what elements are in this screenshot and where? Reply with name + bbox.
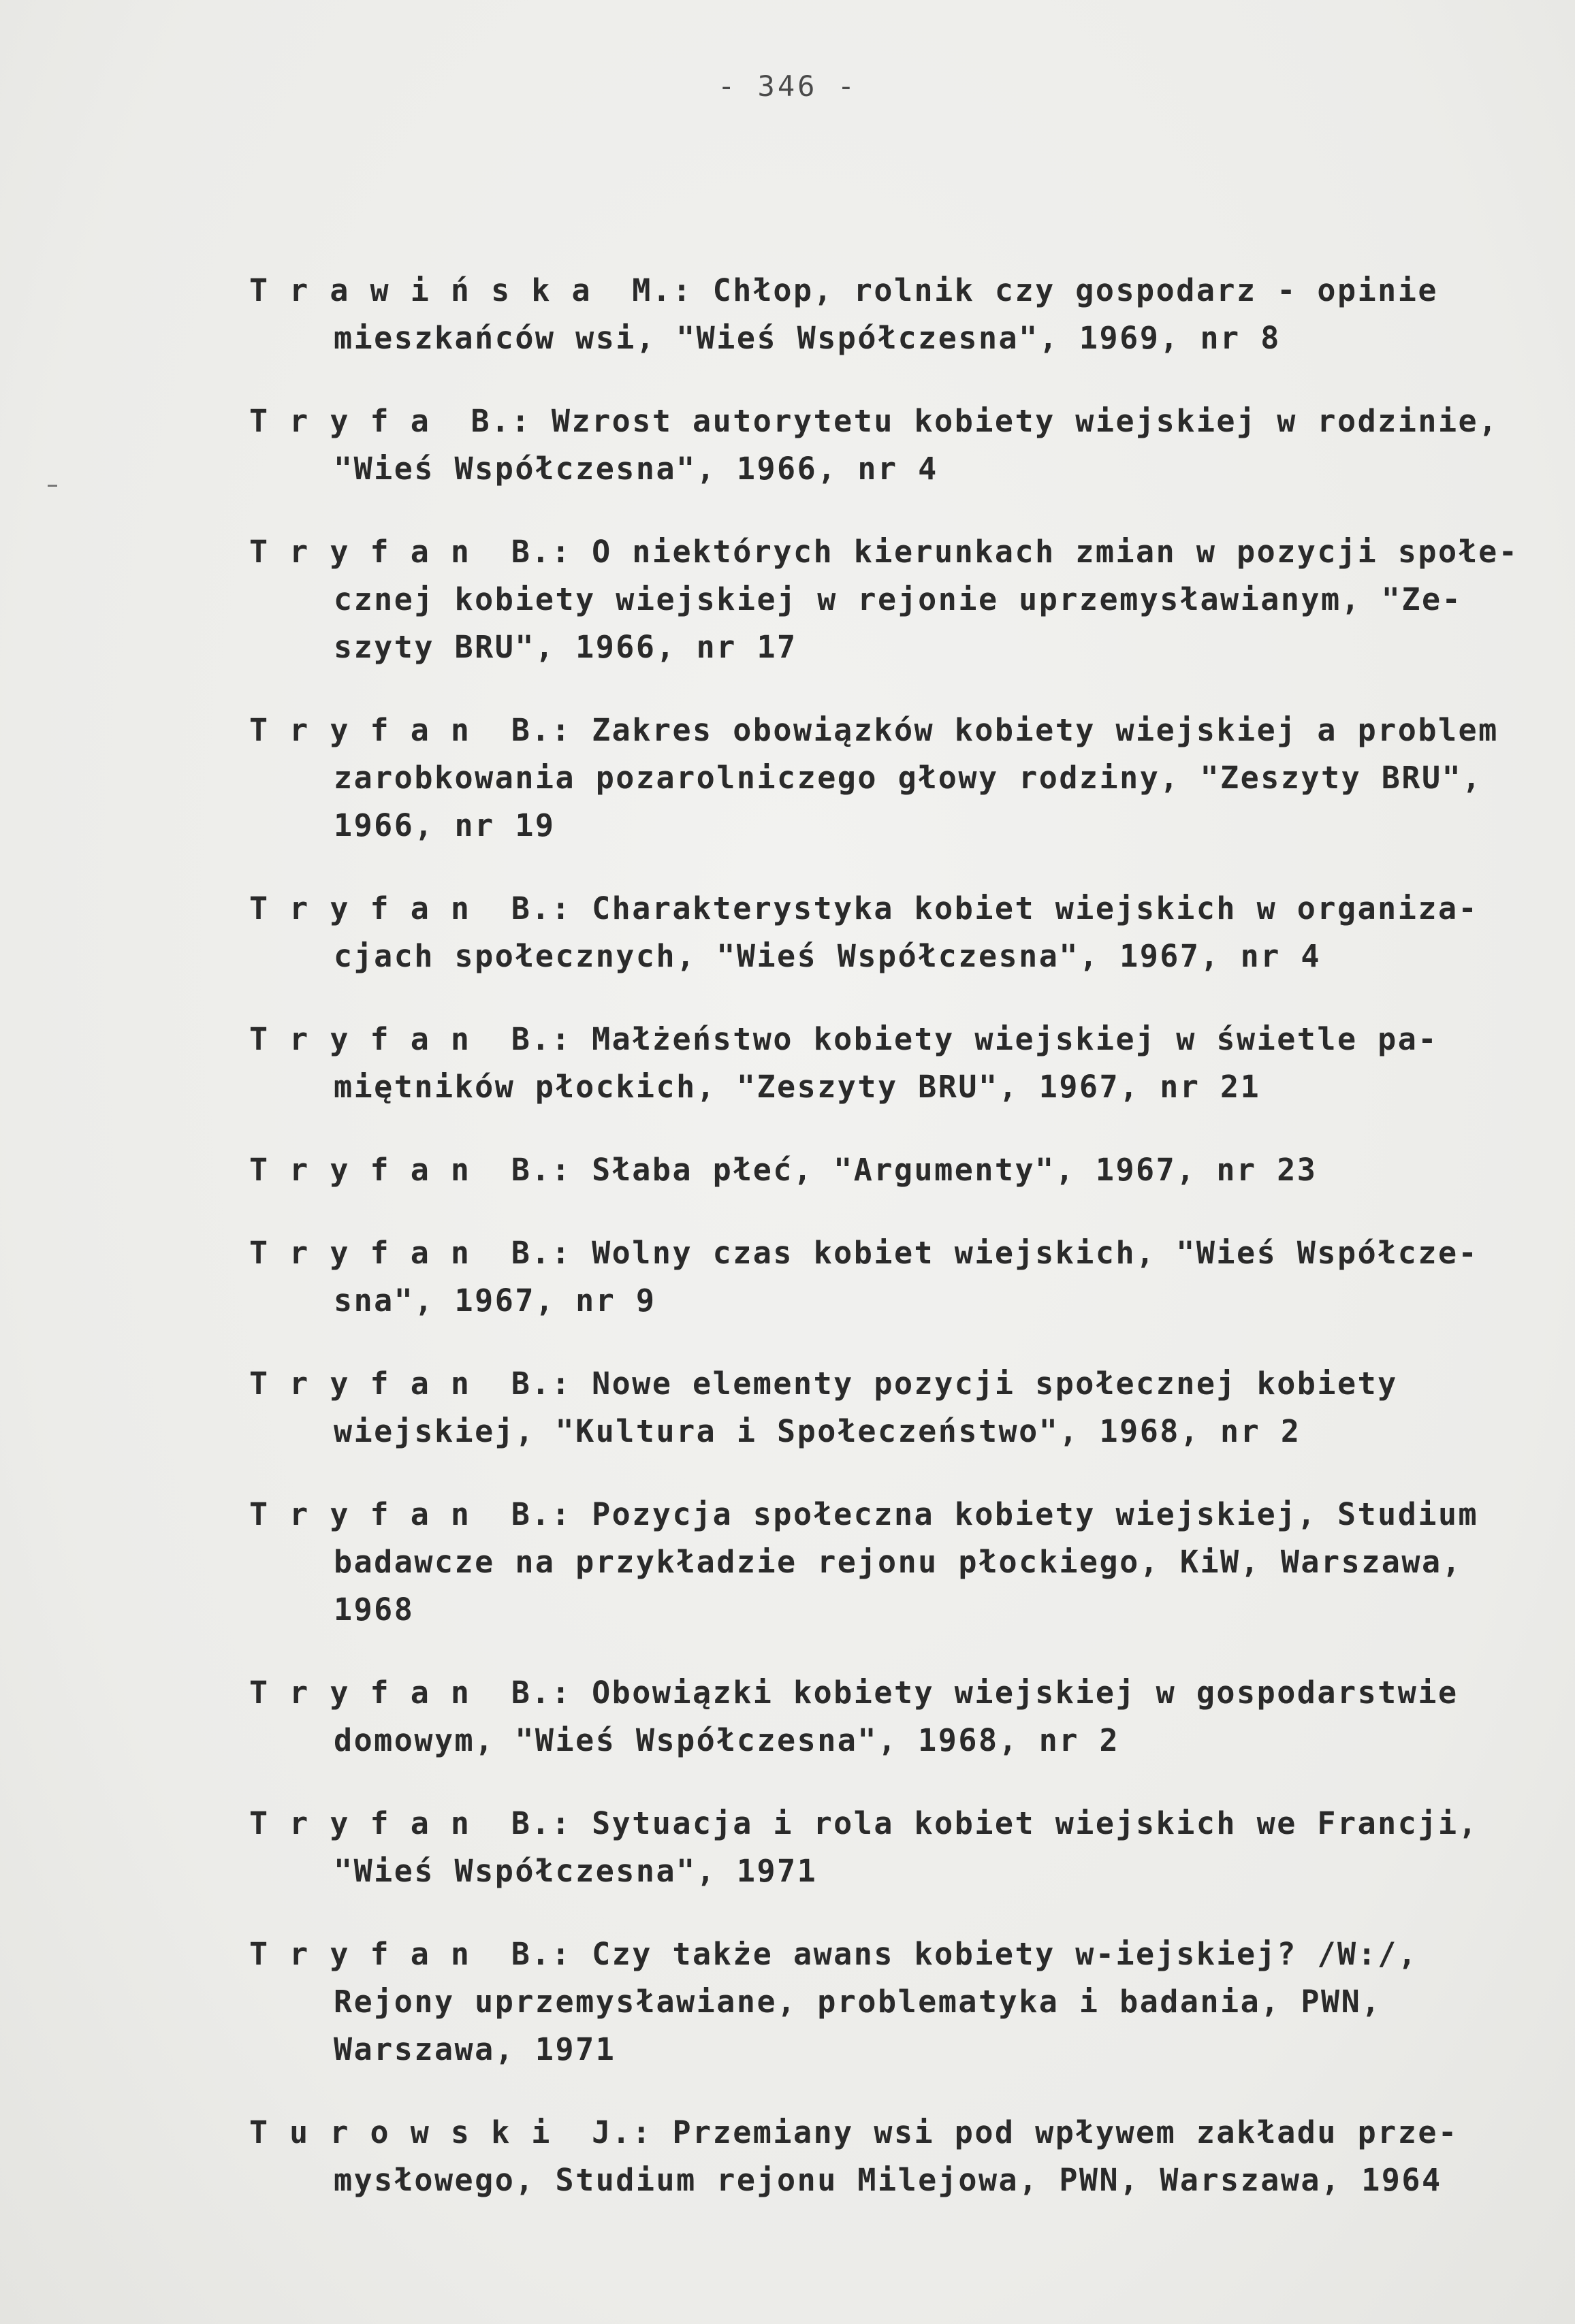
entry-first-line: T u r o w s k i J.: Przemiany wsi pod wpływem zakładu prze- xyxy=(249,2114,1459,2150)
entry-continuation-line: "Wieś Współczesna", 1966, nr 4 xyxy=(334,451,938,487)
entry-continuation-line: zarobkowania pozarolniczego głowy rodziny, "Zeszyty BRU", xyxy=(334,760,1482,796)
bibliography-entry xyxy=(249,1229,1557,1325)
bibliography-entry xyxy=(249,528,1557,671)
bibliography-entry xyxy=(249,1360,1557,1455)
entry-continuation-line: 1966, nr 19 xyxy=(334,807,556,843)
entry-first-line: T r y f a n B.: Zakres obowiązków kobiety wiejskiej a problem xyxy=(249,712,1499,748)
page-number: - 346 - xyxy=(717,69,857,103)
entry-continuation-line: mysłowego, Studium rejonu Milejowa, PWN, Warszawa, 1964 xyxy=(334,2162,1442,2198)
bibliography-entry xyxy=(249,1931,1557,2073)
entry-first-line: T r y f a n B.: Słaba płeć, "Argumenty", 1967, nr 23 xyxy=(249,1152,1318,1188)
entry-continuation-line: miętników płockich, "Zeszyty BRU", 1967, nr 21 xyxy=(334,1069,1261,1105)
bibliography-entry xyxy=(249,1800,1557,1895)
entry-continuation-line: "Wieś Współczesna", 1971 xyxy=(334,1853,818,1889)
entry-first-line: T r y f a n B.: Nowe elementy pozycji społecznej kobiety xyxy=(249,1366,1398,1402)
entry-first-line: T r y f a n B.: Pozycja społeczna kobiety wiejskiej, Studium xyxy=(249,1496,1479,1532)
bibliography-entry xyxy=(249,2109,1557,2204)
entry-continuation-line: wiejskiej, "Kultura i Społeczeństwo", 1968, nr 2 xyxy=(334,1413,1301,1449)
entry-continuation-line: sna", 1967, nr 9 xyxy=(334,1282,656,1319)
entry-continuation-line: Warszawa, 1971 xyxy=(334,2031,616,2067)
entry-first-line: T r y f a n B.: Małżeństwo kobiety wiejskiej w świetle pa- xyxy=(249,1021,1438,1057)
bibliography-list xyxy=(249,267,1557,2240)
margin-mark xyxy=(48,485,57,487)
entry-continuation-line: 1968 xyxy=(334,1592,415,1628)
entry-first-line: T r y f a n B.: Charakterystyka kobiet wiejskich w organiza- xyxy=(249,890,1479,926)
entry-first-line: T r y f a n B.: Wolny czas kobiet wiejskich, "Wieś Współcze- xyxy=(249,1235,1479,1271)
bibliography-entry xyxy=(249,707,1557,850)
entry-first-line: T r y f a n B.: O niektórych kierunkach zmian w pozycji społe- xyxy=(249,534,1519,570)
bibliography-entry xyxy=(249,398,1557,493)
bibliography-entry xyxy=(249,1669,1557,1764)
entry-continuation-line: domowym, "Wieś Współczesna", 1968, nr 2 xyxy=(334,1722,1120,1758)
entry-first-line: T r y f a B.: Wzrost autorytetu kobiety wiejskiej w rodzinie, xyxy=(249,403,1499,439)
bibliography-entry xyxy=(249,1016,1557,1111)
entry-first-line: T r a w i ń s k a M.: Chłop, rolnik czy gospodarz - opinie xyxy=(249,272,1438,308)
entry-continuation-line: mieszkańców wsi, "Wieś Współczesna", 1969, nr 8 xyxy=(334,320,1281,356)
bibliography-entry xyxy=(249,1491,1557,1634)
entry-continuation-line: cjach społecznych, "Wieś Współczesna", 1967, nr 4 xyxy=(334,938,1322,974)
entry-first-line: T r y f a n B.: Czy także awans kobiety w-iejskiej? /W:/, xyxy=(249,1936,1418,1972)
entry-continuation-line: Rejony uprzemysławiane, problematyka i badania, PWN, xyxy=(334,1984,1382,2020)
entry-first-line: T r y f a n B.: Sytuacja i rola kobiet wiejskich we Francji, xyxy=(249,1805,1479,1841)
bibliography-entry xyxy=(249,1146,1557,1194)
entry-continuation-line: szyty BRU", 1966, nr 17 xyxy=(334,629,797,665)
bibliography-entry xyxy=(249,267,1557,362)
entry-continuation-line: badawcze na przykładzie rejonu płockiego, KiW, Warszawa, xyxy=(334,1544,1463,1580)
bibliography-entry xyxy=(249,885,1557,980)
entry-first-line: T r y f a n B.: Obowiązki kobiety wiejskiej w gospodarstwie xyxy=(249,1675,1459,1711)
entry-continuation-line: cznej kobiety wiejskiej w rejonie uprzemysławianym, "Ze- xyxy=(334,581,1463,617)
